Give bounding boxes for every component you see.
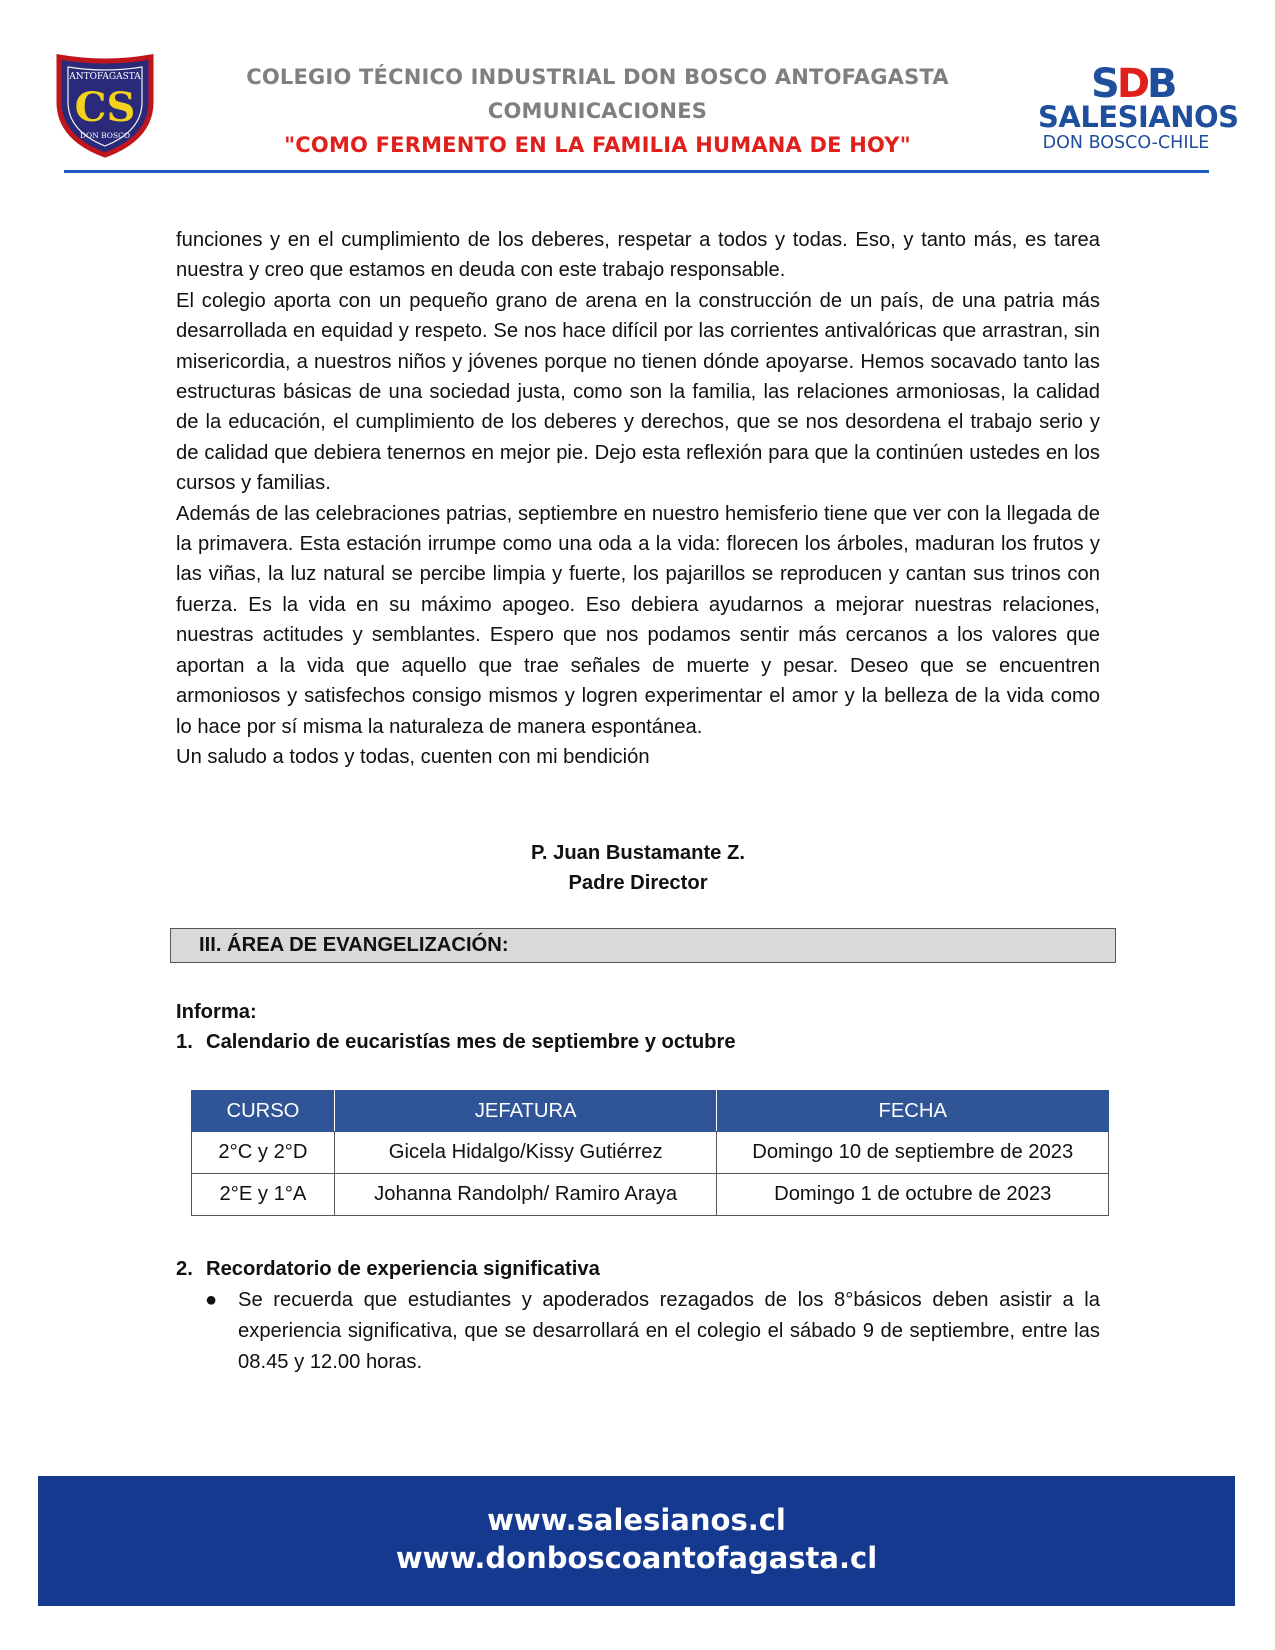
signer-name: P. Juan Bustamante Z.: [531, 842, 745, 864]
school-slogan: "COMO FERMENTO EN LA FAMILIA HUMANA DE HOY": [284, 133, 911, 157]
table-cell-curso: 2°C y 2°D: [192, 1132, 335, 1174]
school-name: COLEGIO TÉCNICO INDUSTRIAL DON BOSCO ANTOFAGASTA: [246, 65, 949, 89]
informa-label: Informa:: [176, 1001, 257, 1023]
salesianos-logo: [1036, 61, 1239, 154]
column-header-curso: CURSO: [192, 1091, 335, 1132]
list-item-1-text: Calendario de eucaristías mes de septiembre y octubre: [206, 1031, 736, 1053]
crest-monogram: CS: [74, 84, 136, 131]
signature-block: [176, 838, 1100, 898]
footer-banner: [38, 1476, 1235, 1606]
section-heading: III. ÁREA DE EVANGELIZACIÓN:: [170, 928, 1116, 963]
bullet-dot-icon: ●: [205, 1289, 218, 1311]
table-cell-jefatura: Gicela Hidalgo/Kissy Gutiérrez: [334, 1132, 717, 1174]
salesianos-wordmark: SALESIANOS: [1038, 100, 1239, 134]
column-header-jefatura: JEFATURA: [334, 1091, 717, 1132]
list-item-1-number: 1.: [176, 1031, 193, 1053]
header-divider: [64, 170, 1209, 173]
table-header-row: [192, 1091, 1109, 1132]
letter-paragraph-1: funciones y en el cumplimiento de los deberes, respetar a todos y todas. Eso, y tanto más, es tarea nuestra y creo que estamos en deuda con este trabajo responsable.: [176, 229, 1100, 282]
list-item-2-text: Recordatorio de experiencia significativa: [206, 1258, 600, 1280]
table-row: [192, 1132, 1109, 1174]
letter-paragraph-3: Además de las celebraciones patrias, septiembre en nuestro hemisferio tiene que ver con la llegada de la primavera. Esta estación irrumpe como una oda a la vida: florecen los árboles, maduran los frutos y las viñas, la luz natural se percibe limpia y fuerte, los pajarillos se reproducen y cantan sus trinos con fuerza. Es la vida en su máximo apogeo. Eso debiera ayudarnos a mejorar nuestras relaciones, nuestras actitudes y semblantes. Espero que nos podamos sentir más cercanos a los valores que aportan a la vida que aquello que trae señales de muerte y pesar. Deseo que se encuentren armoniosos y satisfechos consigo mismos y logren experimentar el amor y la belleza de la vida como lo hace por sí misma la naturaleza de manera espontánea.: [176, 502, 1100, 738]
list-item-2-title: [176, 1254, 600, 1284]
table-cell-curso: 2°E y 1°A: [192, 1174, 335, 1216]
footer-link-donbosco[interactable]: www.donboscoantofagasta.cl: [395, 1541, 878, 1575]
letterhead-title: [175, 60, 1020, 162]
school-crest-logo: [56, 54, 154, 158]
list-item-2-number: 2.: [176, 1258, 193, 1280]
bullet-text: Se recuerda que estudiantes y apoderados rezagados de los 8°básicos deben asistir a la experiencia significativa, que se desarrollará en el colegio el sábado 9 de septiembre, entre las 08.45 y 12.00 horas.: [238, 1289, 1100, 1373]
crest-top-text: ANTOFAGASTA: [69, 72, 141, 82]
table-cell-fecha: Domingo 10 de septiembre de 2023: [717, 1132, 1109, 1174]
don-bosco-chile-wordmark: DON BOSCO-CHILE: [1042, 133, 1210, 153]
sdb-monogram: SDB: [1091, 61, 1175, 107]
signer-title: Padre Director: [568, 872, 708, 894]
letter-body: [176, 225, 1100, 772]
letter-paragraph-2: El colegio aporta con un pequeño grano de arena en la construcción de un país, de una patria más desarrollada en equidad y respeto. Se nos hace difícil por las corrientes antivalóricas que arrastran, sin misericordia, a nuestros niños y jóvenes porque no tienen dónde apoyarse. Hemos socavado tanto las estructuras básicas de una sociedad justa, como son la familia, las relaciones armoniosas, la calidad de la educación, el cumplimiento de los deberes y derechos, que se nos desordena el trabajo serio y de calidad que debiera tenernos en mejor pie. Dejo esta reflexión para que la continúen ustedes en los cursos y familias.: [176, 289, 1100, 495]
list-item-1-title: [176, 1027, 736, 1057]
school-crest-icon: [56, 54, 154, 158]
table-cell-jefatura: Johanna Randolph/ Ramiro Araya: [334, 1174, 717, 1216]
footer-link-salesianos[interactable]: www.salesianos.cl: [487, 1503, 786, 1537]
letter-closing: Un saludo a todos y todas, cuenten con mi bendición: [176, 745, 650, 768]
table-row: [192, 1174, 1109, 1216]
column-header-fecha: FECHA: [717, 1091, 1109, 1132]
crest-bottom-text: DON BOSCO: [80, 131, 130, 140]
department-name: COMUNICACIONES: [487, 99, 708, 123]
table-cell-fecha: Domingo 1 de octubre de 2023: [717, 1174, 1109, 1216]
eucharist-calendar-table: [191, 1090, 1109, 1216]
